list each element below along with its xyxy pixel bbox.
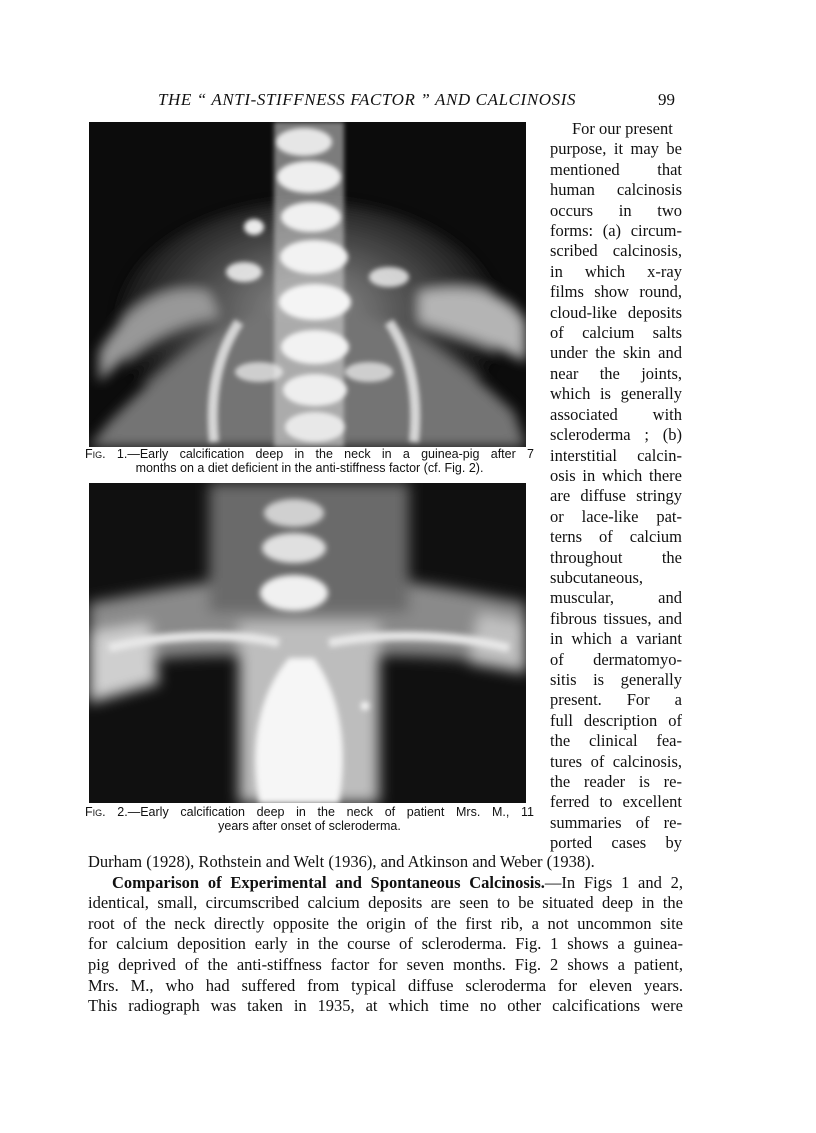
side-column-line: human calcinosis xyxy=(550,180,682,200)
side-column-line: or lace-like pat- xyxy=(550,506,682,526)
side-column-line: terns of calcium xyxy=(550,527,682,547)
side-column-line: films show round, xyxy=(550,282,682,302)
side-column-line: summaries of re- xyxy=(550,812,682,832)
side-column-line: cloud-like deposits xyxy=(550,302,682,322)
body-text xyxy=(88,852,683,1017)
patient-xray-image xyxy=(89,483,526,803)
figure-2-caption-line-2: years after onset of scleroderma. xyxy=(218,819,401,833)
figure-2-radiograph xyxy=(89,483,526,803)
side-column-line: of dermatomyo- xyxy=(550,649,682,669)
side-column-line: sitis is generally xyxy=(550,669,682,689)
side-column-line: near the joints, xyxy=(550,363,682,383)
body-line: Mrs. M., who had suffered from typical diffuse scleroderma for eleven years. xyxy=(88,975,683,995)
side-column-line: subcutaneous, xyxy=(550,567,644,587)
section-heading-line xyxy=(88,873,683,894)
side-column-text xyxy=(550,119,682,854)
figure-1-radiograph xyxy=(89,122,526,447)
side-column-line: are diffuse stringy xyxy=(550,486,682,506)
side-column-line: tures of calcinosis, xyxy=(550,751,682,771)
body-line: root of the neck directly opposite the origin of the first rib, a not uncommon site xyxy=(88,913,683,933)
side-column-line: ported cases by xyxy=(550,833,682,853)
figure-2-caption xyxy=(85,805,534,833)
body-line: for calcium deposition early in the course of scleroderma. Fig. 1 shows a guinea- xyxy=(88,934,683,954)
side-column-line: of calcium salts xyxy=(550,323,682,343)
side-column-line: ferred to excellent xyxy=(550,792,682,812)
side-column-line: scribed calcinosis, xyxy=(550,241,682,261)
side-column-line: interstitial calcin- xyxy=(550,445,682,465)
side-column-line: scleroderma ; (b) xyxy=(550,425,682,445)
section-heading-rest: —In Figs 1 and 2, xyxy=(544,872,684,892)
figure-2-caption-line-1: —Early calcification deep in the neck of patient Mrs. M., 11 xyxy=(127,805,534,819)
side-column-line: full description of xyxy=(550,710,682,730)
running-header-title: THE “ ANTI-STIFFNESS FACTOR ” AND CALCINOSIS xyxy=(158,90,577,109)
body-line: This radiograph was taken in 1935, at which time no other calcifications were xyxy=(88,996,683,1016)
side-column-line: throughout the xyxy=(550,547,682,567)
figure-1-caption xyxy=(85,447,534,475)
side-column-line: For our present xyxy=(572,119,673,138)
side-column-line: osis in which there xyxy=(550,465,682,485)
side-column-line: the reader is re- xyxy=(550,772,682,791)
side-column-line: associated with xyxy=(550,404,682,424)
figure-1-label: Fig. 1. xyxy=(85,447,128,461)
side-column-line: which is generally xyxy=(550,384,682,404)
figure-1-caption-line-2: months on a diet deficient in the anti-stiffness factor (cf. Fig. 2). xyxy=(135,461,484,475)
side-column-line: occurs in two xyxy=(550,200,682,220)
side-column-line: in which x-ray xyxy=(550,261,682,281)
side-column-line: fibrous tissues, and xyxy=(550,608,682,628)
body-line: pig deprived of the anti-stiffness factor for seven months. Fig. 2 shows a patient, xyxy=(88,954,683,974)
side-column-line: purpose, it may be xyxy=(550,139,682,159)
figure-2-label: Fig. 2. xyxy=(85,805,128,819)
side-column-line: present. For a xyxy=(550,690,682,710)
page-number: 99 xyxy=(658,90,675,109)
body-line: Durham (1928), Rothstein and Welt (1936), and Atkinson and Weber (1938). xyxy=(88,852,595,871)
side-column-line: under the skin and xyxy=(550,343,682,363)
figure-1-caption-line-1: —Early calcification deep in the neck in a guinea-pig after 7 xyxy=(127,447,534,461)
guinea-pig-xray-image xyxy=(89,122,526,447)
side-column-line: the clinical fea- xyxy=(550,731,682,751)
side-column-line: mentioned that xyxy=(550,159,682,179)
section-heading: Comparison of Experimental and Spontaneous Calcinosis. xyxy=(112,872,545,892)
side-column-line: forms: (a) circum- xyxy=(550,221,682,241)
side-column-line: in which a variant xyxy=(550,629,682,649)
body-line: identical, small, circumscribed calcium deposits are seen to be situated deep in the xyxy=(88,893,683,913)
side-column-line: muscular, and xyxy=(550,588,682,608)
